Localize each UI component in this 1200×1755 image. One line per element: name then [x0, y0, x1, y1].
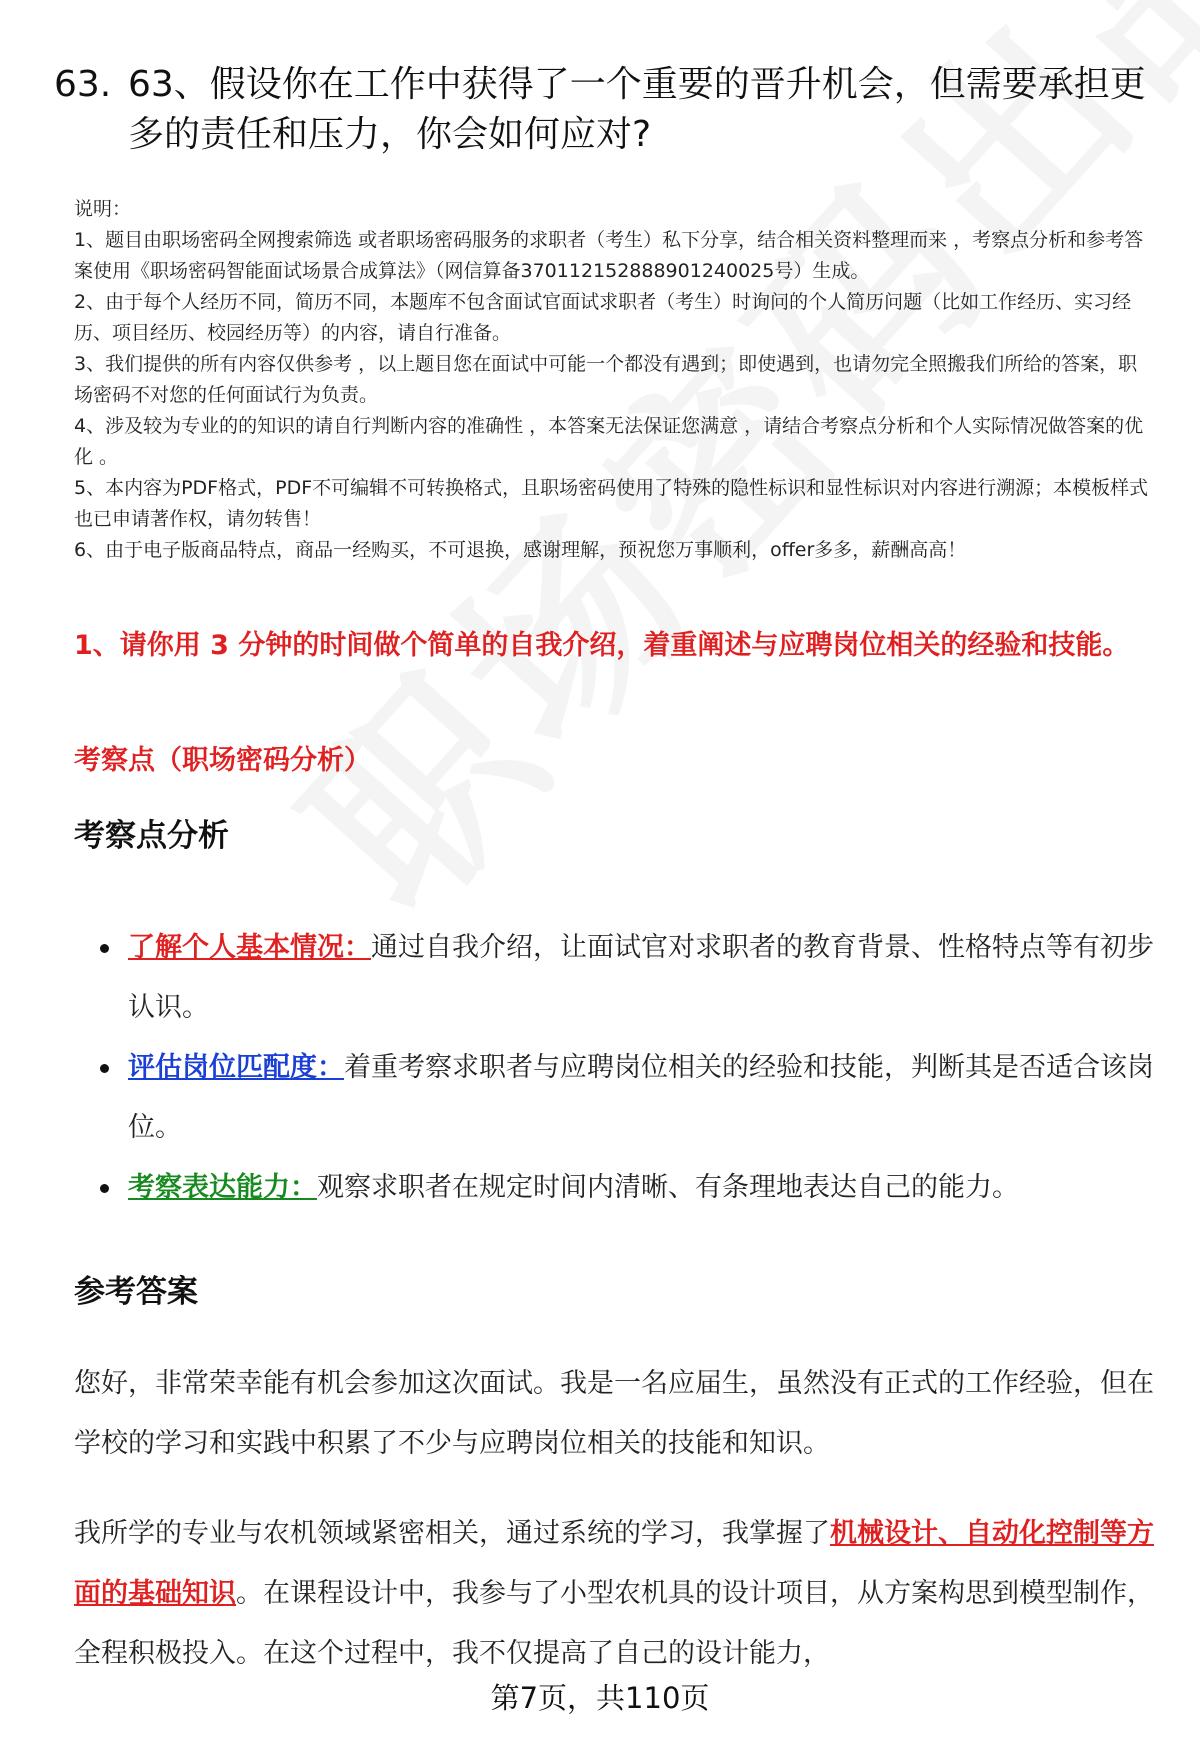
note-item: 4、涉及较为专业的的知识的请自行判断内容的准确性 ，本答案无法保证您满意 ，请结合考察点分析和个人实际情况做答案的优化 。	[74, 415, 1144, 468]
bullet-text: 着重考察求职者与应聘岗位相关的经验和技能，判断其是否适合该岗位。	[128, 1052, 1154, 1143]
bullet-text: 观察求职者在规定时间内清晰、有条理地表达自己的能力。	[317, 1172, 1019, 1203]
question-number: 63.	[54, 64, 112, 105]
bullet-key: 评估岗位匹配度：	[128, 1052, 344, 1083]
note-item: 1、题目由职场密码全网搜索筛选 或者职场密码服务的求职者（考生）私下分享，结合相关资料整理而来 ，考察点分析和参考答案使用《职场密码智能面试场景合成算法》（网信算备370112152888901240025号）生成。	[74, 229, 1144, 282]
para2-text-after: 。在课程设计中，我参与了小型农机具的设计项目，从方案构思到模型制作，全程积极投入。在这个过程中，我不仅提高了自己的设计能力，	[74, 1578, 1154, 1669]
bullet-dot-icon	[100, 1184, 109, 1193]
analysis-heading: 考察点分析	[74, 818, 229, 854]
note-item: 5、本内容为PDF格式，PDF不可编辑不可转换格式，且职场密码使用了特殊的隐性标识和显性标识对内容进行溯源；本模板样式也已申请著作权，请勿转售！	[74, 477, 1149, 530]
answer-paragraph-1: 您好，非常荣幸能有机会参加这次面试。我是一名应届生，虽然没有正式的工作经验，但在学校的学习和实践中积累了不少与应聘岗位相关的技能和知识。	[74, 1368, 1154, 1459]
bullet-key: 了解个人基本情况：	[128, 932, 371, 963]
analysis-list	[74, 918, 1154, 1218]
list-item	[74, 1038, 1154, 1158]
question-text: 63、假设你在工作中获得了一个重要的晋升机会，但需要承担更多的责任和压力，你会如何应对?	[128, 64, 1146, 155]
bullet-text: 通过自我介绍，让面试官对求职者的教育背景、性格特点等有初步认识。	[128, 932, 1154, 1023]
para2-highlight: 机械设计、自动化控制等方面的基础知识	[74, 1518, 1154, 1609]
question-title	[54, 60, 1154, 160]
page-footer: 第7页，共110页	[490, 1681, 710, 1715]
kaochadian-label: 考察点（职场密码分析）	[74, 745, 371, 776]
note-item: 3、我们提供的所有内容仅供参考 ，以上题目您在面试中可能一个都没有遇到；即使遇到，也请勿完全照搬我们所给的答案，职场密码不对您的任何面试行为负责。	[74, 353, 1138, 406]
disclaimer-notes	[74, 194, 1154, 566]
notes-heading: 说明：	[74, 198, 132, 220]
answer-paragraph-2	[74, 1504, 1154, 1684]
sub-question: 1、请你用 3 分钟的时间做个简单的自我介绍，着重阐述与应聘岗位相关的经验和技能。	[74, 630, 1130, 661]
para2-text-before: 我所学的专业与农机领域紧密相关，通过系统的学习，我掌握了	[74, 1518, 830, 1549]
note-item: 2、由于每个人经历不同，简历不同，本题库不包含面试官面试求职者（考生）时询问的个人简历问题（比如工作经历、实习经历、项目经历、校园经历等）的内容，请自行准备。	[74, 291, 1132, 344]
list-item	[74, 1158, 1154, 1218]
bullet-dot-icon	[100, 1064, 109, 1073]
answer-heading: 参考答案	[74, 1274, 198, 1310]
bullet-dot-icon	[100, 944, 109, 953]
list-item	[74, 918, 1154, 1038]
note-item: 6、由于电子版商品特点，商品一经购买，不可退换，感谢理解，预祝您万事顺利，offer多多，薪酬高高！	[74, 539, 967, 561]
bullet-key: 考察表达能力：	[128, 1172, 317, 1203]
